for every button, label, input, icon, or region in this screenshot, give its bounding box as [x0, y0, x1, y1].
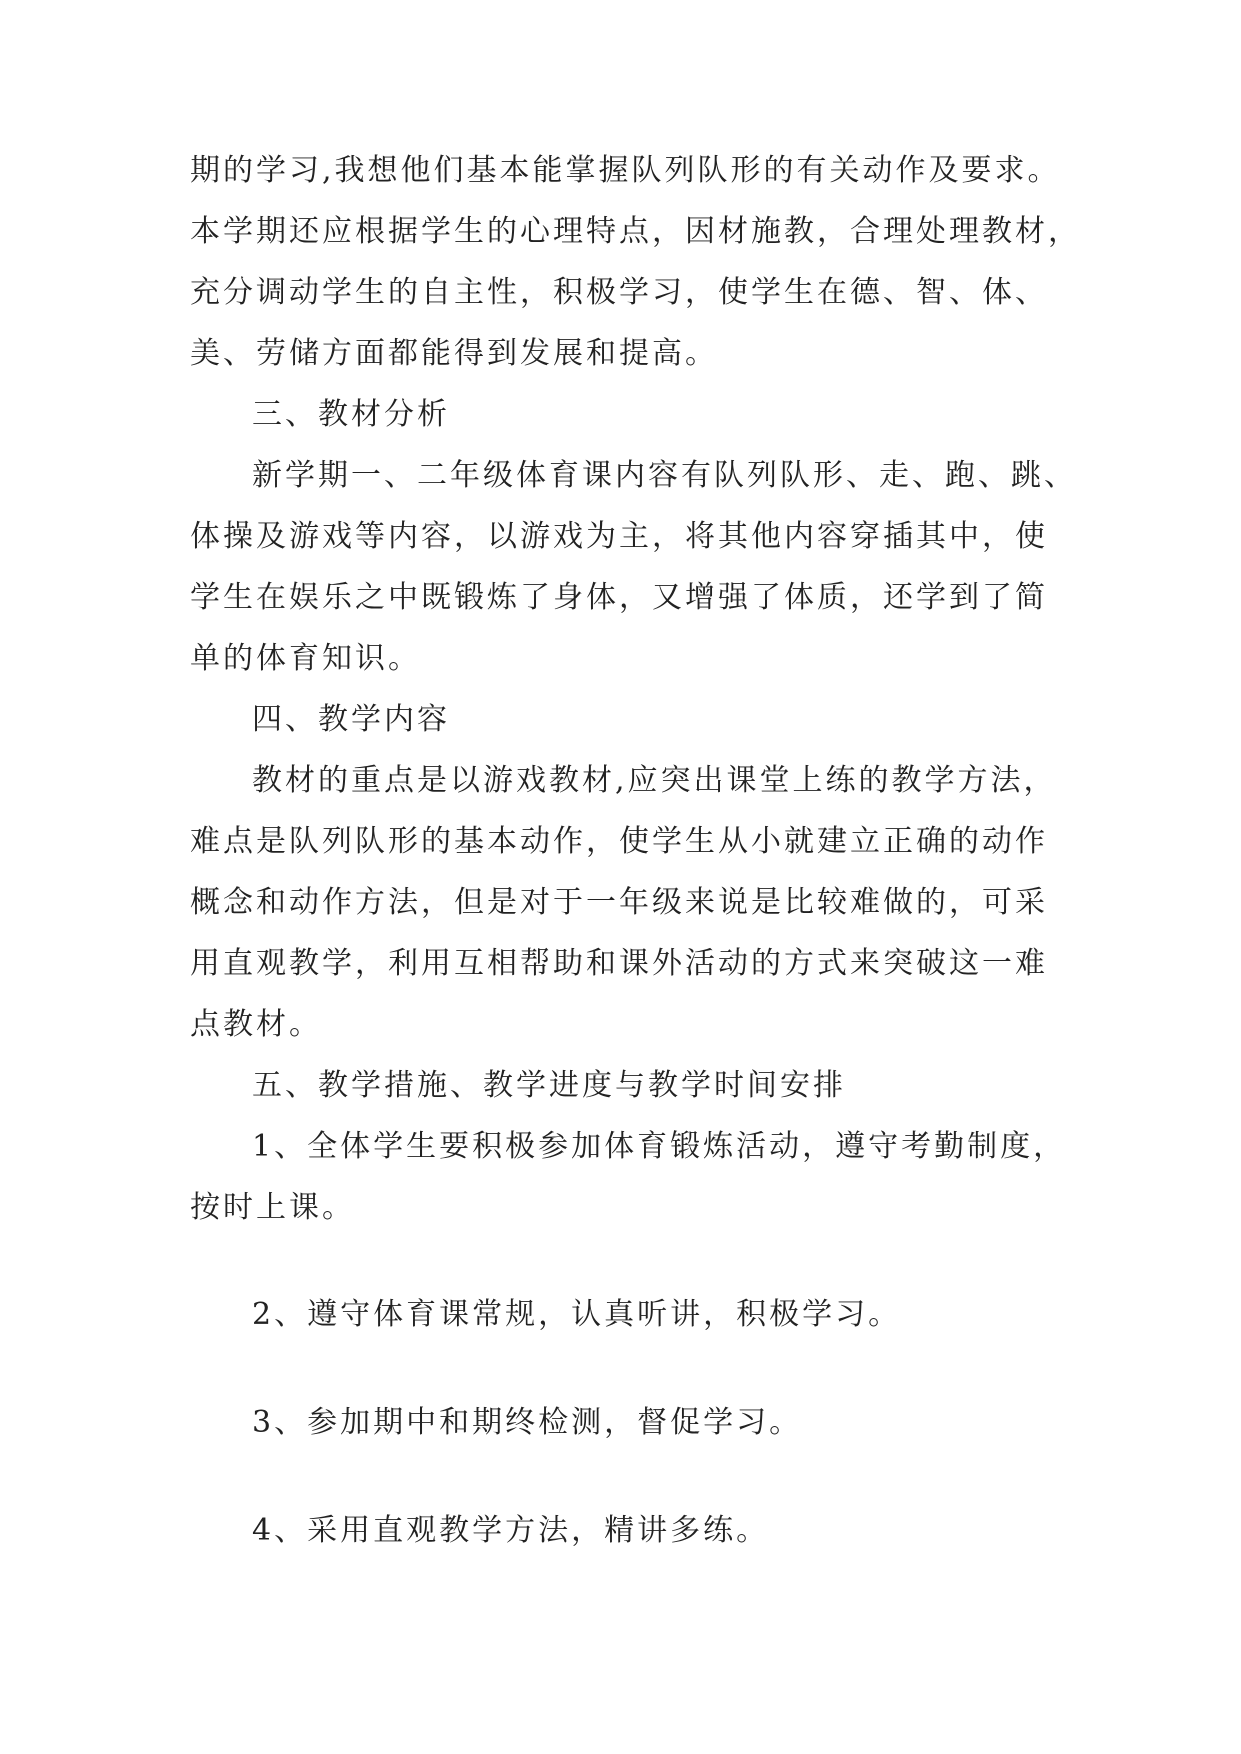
paragraph-line: 教材的重点是以游戏教材,应突出课堂上练的教学方法，	[252, 763, 1057, 798]
list-item: 2、遵守体育课常规，认真听讲，积极学习。	[252, 1297, 902, 1332]
list-item-continuation: 按时上课。	[190, 1190, 355, 1225]
paragraph-line: 充分调动学生的自主性，积极学习，使学生在德、智、体、	[190, 275, 1048, 310]
list-item: 4、采用直观教学方法，精讲多练。	[252, 1513, 770, 1548]
paragraph-line: 用直观教学，利用互相帮助和课外活动的方式来突破这一难	[190, 946, 1048, 981]
paragraph-line: 点教材。	[190, 1007, 322, 1042]
paragraph-line: 新学期一、二年级体育课内容有队列队形、走、跑、跳、	[252, 458, 1077, 493]
section-heading: 三、教材分析	[252, 397, 450, 432]
paragraph-line: 单的体育知识。	[190, 641, 421, 676]
section-heading: 五、教学措施、教学进度与教学时间安排	[252, 1068, 846, 1103]
list-item: 1、全体学生要积极参加体育锻炼活动，遵守考勤制度，	[252, 1129, 1067, 1164]
paragraph-line: 难点是队列队形的基本动作，使学生从小就建立正确的动作	[190, 824, 1048, 859]
section-heading: 四、教学内容	[252, 702, 450, 737]
paragraph-line: 学生在娱乐之中既锻炼了身体，又增强了体质，还学到了简	[190, 580, 1048, 615]
list-item: 3、参加期中和期终检测，督促学习。	[252, 1405, 803, 1440]
paragraph-line: 概念和动作方法，但是对于一年级来说是比较难做的，可采	[190, 885, 1048, 920]
paragraph-line: 本学期还应根据学生的心理特点，因材施教，合理处理教材，	[190, 214, 1081, 249]
paragraph-line: 期的学习,我想他们基本能掌握队列队形的有关动作及要求。	[190, 153, 1061, 188]
paragraph-line: 美、劳储方面都能得到发展和提高。	[190, 336, 718, 371]
paragraph-line: 体操及游戏等内容，以游戏为主，将其他内容穿插其中，使	[190, 519, 1048, 554]
